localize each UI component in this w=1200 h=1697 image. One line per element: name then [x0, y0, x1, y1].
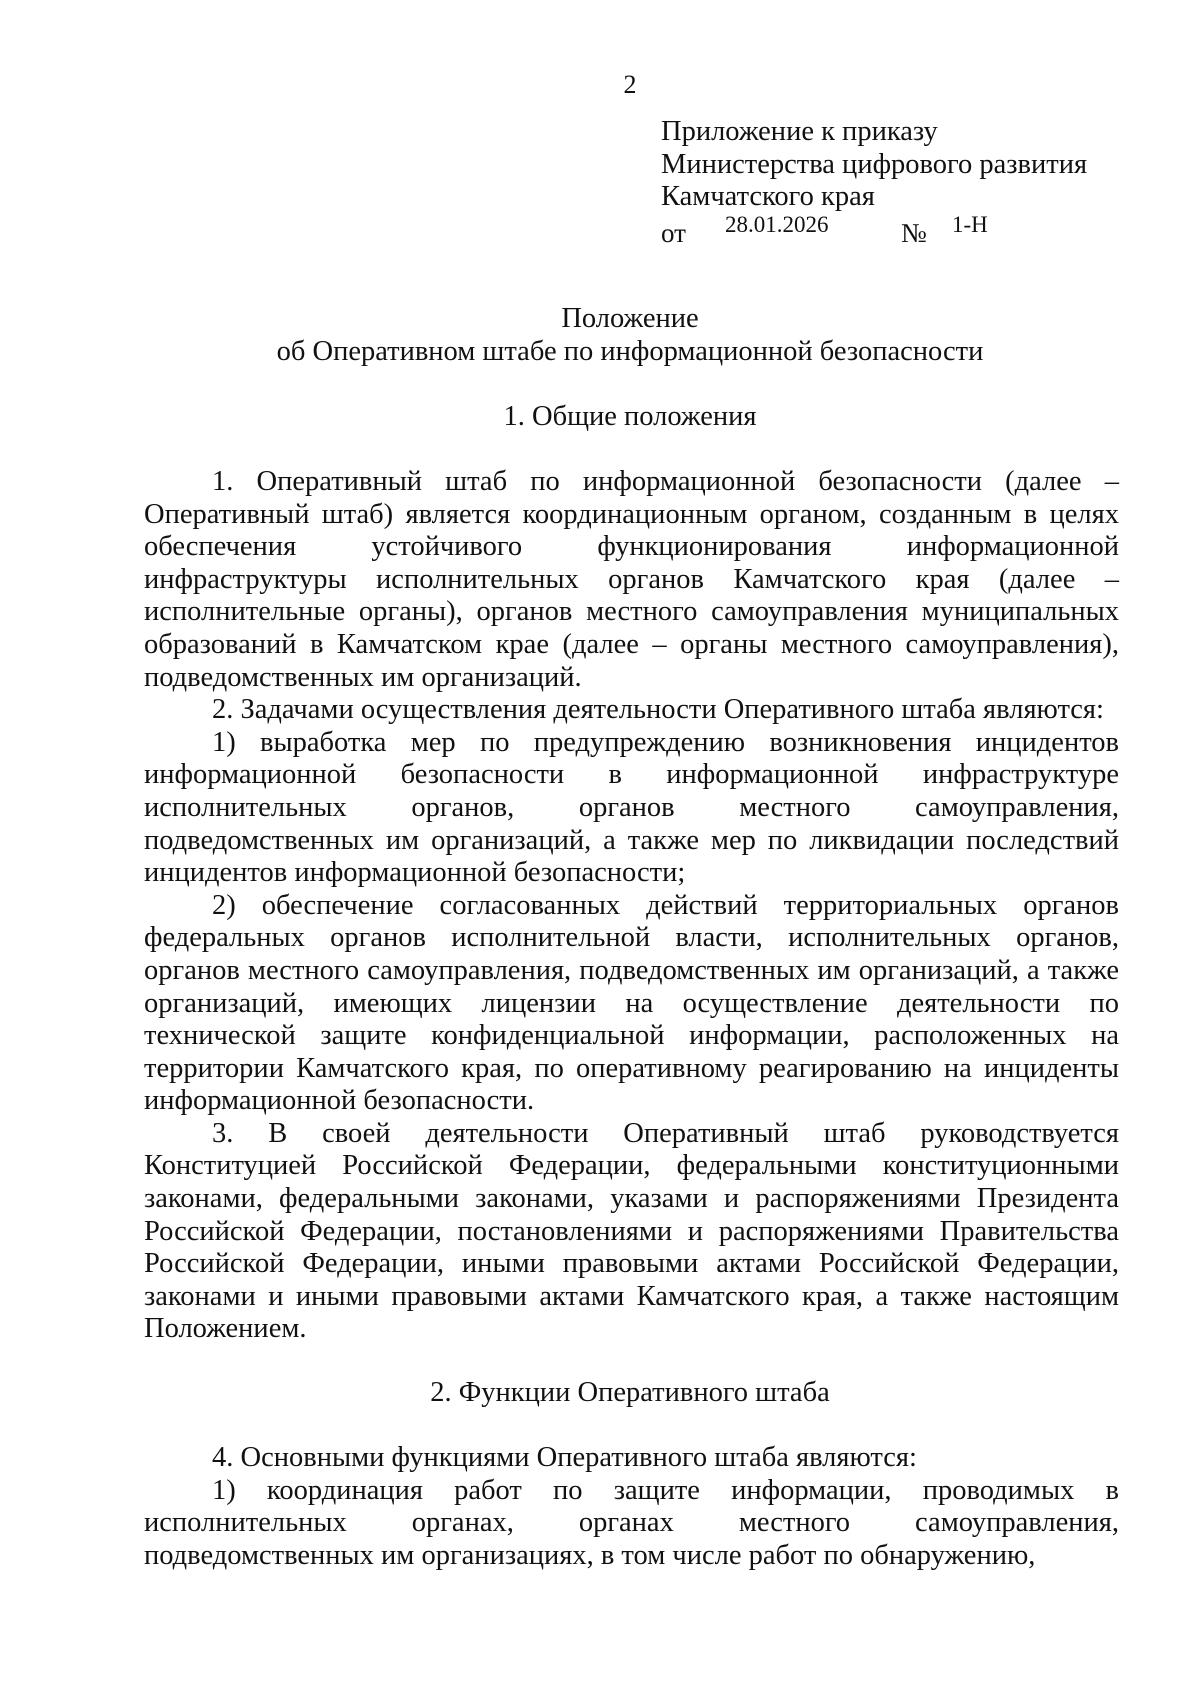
order-date: 28.01.2026 — [725, 212, 829, 237]
appendix-line-3: Камчатского края — [661, 181, 875, 212]
section-2-heading: 2. Функции Оперативного штаба — [430, 1377, 830, 1408]
paragraph: 1) координация работ по защите информации, проводимых в исполнительных органах, органах местного самоуправления, подведомственных им организациях, в том числе работ по обнаружению, — [144, 1474, 1119, 1571]
appendix-line-1: Приложение к приказу — [661, 116, 938, 147]
order-number-label: № — [901, 218, 927, 248]
paragraph: 2) обеспечение согласованных действий территориальных органов федеральных органов исполнительной власти, исполнительных органов, органов местного самоуправления, подведомственных им организаций, а также организаций, имеющих лицензии на осуществление деятельности по технической защите конфиденциальной информации, расположенных на территории Камчатского края, по оперативному реагированию на инциденты информационной безопасности. — [144, 889, 1119, 1117]
document-title — [0, 303, 1200, 368]
order-from-label: от — [661, 218, 686, 248]
paragraph: 1. Оперативный штаб по информационной безопасности (далее – Оперативный штаб) является координационным органом, созданным в целях обеспечения устойчивого функционирования информационной инфраструктуры исполнительных органов Камчатского края (далее – исполнительные органы), органов местного самоуправления муниципальных образований в Камчатском крае (далее – органы местного самоуправления), подведомственных им организаций. — [144, 466, 1119, 693]
section-2-body — [144, 1442, 1119, 1572]
paragraph: 4. Основными функциями Оперативного штаба являются: — [212, 1442, 917, 1473]
title-line-1: Положение — [561, 303, 699, 334]
page-number: 2 — [623, 70, 637, 99]
section-1-body — [144, 466, 1119, 1346]
paragraph: 3. В своей деятельности Оперативный штаб руководствуется Конституцией Российской Федерации, федеральными конституционными законами, федеральными законами, указами и распоряжениями Президента Российской Федерации, постановлениями и распоряжениями Правительства Российской Федерации, иными правовыми актами Российской Федерации, законами и иными правовыми актами Камчатского края, а также настоящим Положением. — [144, 1117, 1119, 1345]
order-details — [661, 212, 1161, 252]
appendix-header — [661, 116, 1161, 214]
paragraph: 2. Задачами осуществления деятельности Оперативного штаба являются: — [212, 694, 1104, 726]
title-line-2: об Оперативном штабе по информационной безопасности — [276, 335, 984, 367]
appendix-line-2: Министерства цифрового развития — [661, 148, 1088, 180]
order-number: 1-Н — [952, 212, 988, 237]
section-1-heading: 1. Общие положения — [503, 401, 757, 432]
paragraph: 1) выработка мер по предупреждению возникновения инцидентов информационной безопасности в информационной инфраструктуре исполнительных органов, органов местного самоуправления, подведомственных им организаций, а также мер по ликвидации последствий инцидентов информационной безопасности; — [144, 726, 1119, 889]
